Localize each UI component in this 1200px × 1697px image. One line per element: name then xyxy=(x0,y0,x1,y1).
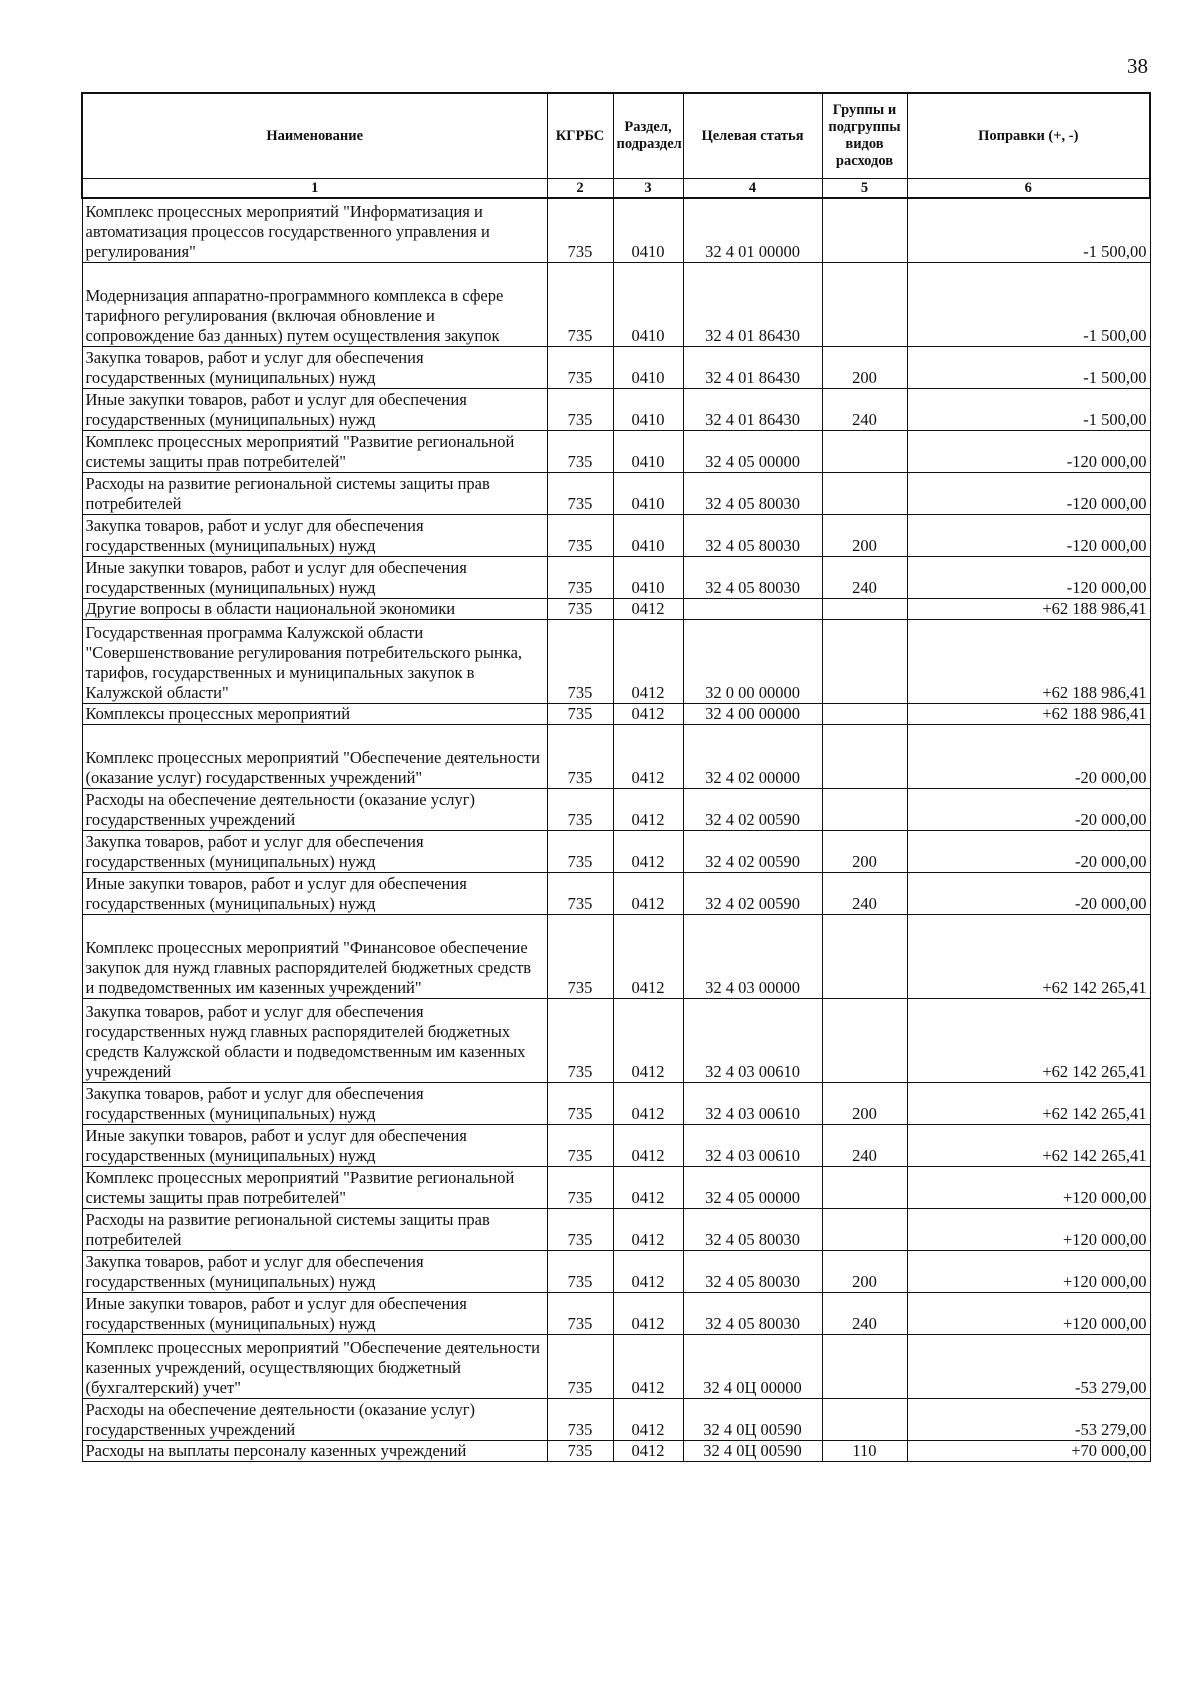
column-index: 6 xyxy=(907,179,1150,199)
page-number: 38 xyxy=(1127,54,1148,78)
cell-name: Иные закупки товаров, работ и услуг для обеспечения государственных (муниципальных) нужд xyxy=(82,1124,547,1166)
cell-kgrbs: 735 xyxy=(547,262,613,346)
cell-amount: +62 142 265,41 xyxy=(907,1082,1150,1124)
cell-target: 32 4 05 80030 xyxy=(683,556,822,598)
table-row xyxy=(82,703,1150,724)
table-row xyxy=(82,1166,1150,1208)
cell-target: 32 4 03 00610 xyxy=(683,1124,822,1166)
cell-target: 32 4 05 80030 xyxy=(683,472,822,514)
cell-group xyxy=(822,1208,907,1250)
cell-name: Комплекс процессных мероприятий "Финансовое обеспечение закупок для нужд главных распорядителей бюджетных средств и подведомственных им казенных учреждений" xyxy=(82,914,547,998)
column-header: Раздел, подраздел xyxy=(613,93,683,179)
cell-amount: +120 000,00 xyxy=(907,1292,1150,1334)
cell-kgrbs: 735 xyxy=(547,1124,613,1166)
cell-target: 32 4 03 00610 xyxy=(683,998,822,1082)
cell-name: Расходы на обеспечение деятельности (оказание услуг) государственных учреждений xyxy=(82,788,547,830)
table-row xyxy=(82,198,1150,262)
cell-amount: -120 000,00 xyxy=(907,430,1150,472)
cell-amount: -1 500,00 xyxy=(907,262,1150,346)
cell-section: 0412 xyxy=(613,1166,683,1208)
cell-kgrbs: 735 xyxy=(547,872,613,914)
column-header: Целевая статья xyxy=(683,93,822,179)
table-row xyxy=(82,1292,1150,1334)
table-row xyxy=(82,1334,1150,1398)
header-row xyxy=(82,93,1150,179)
cell-group xyxy=(822,998,907,1082)
cell-name: Комплекс процессных мероприятий "Развитие региональной системы защиты прав потребителей" xyxy=(82,1166,547,1208)
cell-amount: +70 000,00 xyxy=(907,1440,1150,1461)
cell-amount: -20 000,00 xyxy=(907,724,1150,788)
cell-group xyxy=(822,619,907,703)
column-index: 2 xyxy=(547,179,613,199)
cell-section: 0410 xyxy=(613,262,683,346)
cell-target: 32 4 02 00590 xyxy=(683,872,822,914)
cell-section: 0412 xyxy=(613,1292,683,1334)
cell-target: 32 4 05 80030 xyxy=(683,514,822,556)
cell-group: 240 xyxy=(822,556,907,598)
cell-section: 0412 xyxy=(613,788,683,830)
cell-group xyxy=(822,724,907,788)
cell-name: Иные закупки товаров, работ и услуг для обеспечения государственных (муниципальных) нужд xyxy=(82,872,547,914)
cell-kgrbs: 735 xyxy=(547,830,613,872)
table-row xyxy=(82,1250,1150,1292)
cell-section: 0412 xyxy=(613,998,683,1082)
column-index: 3 xyxy=(613,179,683,199)
cell-amount: +62 142 265,41 xyxy=(907,914,1150,998)
cell-group: 110 xyxy=(822,1440,907,1461)
table-row xyxy=(82,619,1150,703)
cell-section: 0412 xyxy=(613,1334,683,1398)
table-row xyxy=(82,598,1150,619)
cell-amount: -20 000,00 xyxy=(907,830,1150,872)
cell-amount: -120 000,00 xyxy=(907,472,1150,514)
cell-section: 0410 xyxy=(613,430,683,472)
table-row xyxy=(82,1082,1150,1124)
cell-group xyxy=(822,472,907,514)
cell-kgrbs: 735 xyxy=(547,1440,613,1461)
cell-section: 0412 xyxy=(613,703,683,724)
cell-group: 200 xyxy=(822,1250,907,1292)
table-row xyxy=(82,872,1150,914)
cell-section: 0412 xyxy=(613,914,683,998)
cell-section: 0412 xyxy=(613,724,683,788)
cell-kgrbs: 735 xyxy=(547,619,613,703)
cell-group: 240 xyxy=(822,1124,907,1166)
column-header: КГРБС xyxy=(547,93,613,179)
cell-target: 32 4 05 00000 xyxy=(683,430,822,472)
cell-section: 0410 xyxy=(613,514,683,556)
cell-target: 32 4 05 80030 xyxy=(683,1208,822,1250)
cell-name: Иные закупки товаров, работ и услуг для обеспечения государственных (муниципальных) нужд xyxy=(82,388,547,430)
cell-target: 32 4 03 00000 xyxy=(683,914,822,998)
cell-target: 32 4 03 00610 xyxy=(683,1082,822,1124)
table-row xyxy=(82,914,1150,998)
cell-section: 0412 xyxy=(613,1250,683,1292)
table-row xyxy=(82,1440,1150,1461)
cell-name: Закупка товаров, работ и услуг для обеспечения государственных (муниципальных) нужд xyxy=(82,514,547,556)
cell-kgrbs: 735 xyxy=(547,914,613,998)
cell-name: Закупка товаров, работ и услуг для обеспечения государственных (муниципальных) нужд xyxy=(82,346,547,388)
table-row xyxy=(82,830,1150,872)
cell-section: 0412 xyxy=(613,1124,683,1166)
cell-group: 200 xyxy=(822,346,907,388)
table-row xyxy=(82,514,1150,556)
cell-group: 240 xyxy=(822,388,907,430)
cell-amount: +62 142 265,41 xyxy=(907,1124,1150,1166)
cell-amount: -20 000,00 xyxy=(907,872,1150,914)
column-header: Поправки (+, -) xyxy=(907,93,1150,179)
table-row xyxy=(82,724,1150,788)
cell-kgrbs: 735 xyxy=(547,1398,613,1440)
cell-kgrbs: 735 xyxy=(547,198,613,262)
cell-amount: -20 000,00 xyxy=(907,788,1150,830)
cell-group xyxy=(822,262,907,346)
table-row xyxy=(82,388,1150,430)
cell-section: 0412 xyxy=(613,1440,683,1461)
cell-kgrbs: 735 xyxy=(547,514,613,556)
cell-section: 0412 xyxy=(613,619,683,703)
cell-target: 32 4 01 00000 xyxy=(683,198,822,262)
cell-kgrbs: 735 xyxy=(547,388,613,430)
table-row xyxy=(82,788,1150,830)
cell-group xyxy=(822,914,907,998)
cell-target: 32 0 00 00000 xyxy=(683,619,822,703)
table-row xyxy=(82,998,1150,1082)
cell-kgrbs: 735 xyxy=(547,1334,613,1398)
budget-amendments-table xyxy=(81,92,1151,1462)
column-header: Группы и подгруппы видов расходов xyxy=(822,93,907,179)
cell-name: Закупка товаров, работ и услуг для обеспечения государственных (муниципальных) нужд xyxy=(82,830,547,872)
cell-kgrbs: 735 xyxy=(547,788,613,830)
cell-name: Модернизация аппаратно-программного комплекса в сфере тарифного регулирования (включая обновление и сопровождение баз данных) путем осуществления закупок xyxy=(82,262,547,346)
cell-section: 0412 xyxy=(613,872,683,914)
table-row xyxy=(82,1124,1150,1166)
cell-kgrbs: 735 xyxy=(547,1250,613,1292)
cell-kgrbs: 735 xyxy=(547,430,613,472)
cell-group: 240 xyxy=(822,872,907,914)
cell-amount: +120 000,00 xyxy=(907,1166,1150,1208)
cell-kgrbs: 735 xyxy=(547,998,613,1082)
cell-name: Иные закупки товаров, работ и услуг для обеспечения государственных (муниципальных) нужд xyxy=(82,1292,547,1334)
cell-target: 32 4 05 80030 xyxy=(683,1292,822,1334)
cell-kgrbs: 735 xyxy=(547,1082,613,1124)
cell-section: 0412 xyxy=(613,830,683,872)
cell-section: 0410 xyxy=(613,346,683,388)
cell-name: Закупка товаров, работ и услуг для обеспечения государственных (муниципальных) нужд xyxy=(82,1250,547,1292)
cell-kgrbs: 735 xyxy=(547,472,613,514)
cell-amount: +62 188 986,41 xyxy=(907,703,1150,724)
cell-amount: +62 188 986,41 xyxy=(907,619,1150,703)
column-header: Наименование xyxy=(82,93,547,179)
cell-kgrbs: 735 xyxy=(547,703,613,724)
table-row xyxy=(82,346,1150,388)
column-index: 4 xyxy=(683,179,822,199)
cell-section: 0412 xyxy=(613,1208,683,1250)
table-row xyxy=(82,556,1150,598)
cell-name: Закупка товаров, работ и услуг для обеспечения государственных нужд главных распорядителей бюджетных средств Калужской области и подведомственным им казенных учреждений xyxy=(82,998,547,1082)
cell-section: 0412 xyxy=(613,1398,683,1440)
cell-target: 32 4 00 00000 xyxy=(683,703,822,724)
column-index: 5 xyxy=(822,179,907,199)
cell-name: Расходы на развитие региональной системы защиты прав потребителей xyxy=(82,472,547,514)
cell-group xyxy=(822,703,907,724)
cell-amount: -120 000,00 xyxy=(907,556,1150,598)
cell-target xyxy=(683,598,822,619)
cell-kgrbs: 735 xyxy=(547,1208,613,1250)
cell-kgrbs: 735 xyxy=(547,1166,613,1208)
cell-amount: +62 142 265,41 xyxy=(907,998,1150,1082)
cell-amount: +120 000,00 xyxy=(907,1250,1150,1292)
cell-target: 32 4 0Ц 00000 xyxy=(683,1334,822,1398)
cell-name: Комплекс процессных мероприятий "Обеспечение деятельности казенных учреждений, осуществляющих бюджетный (бухгалтерский) учет" xyxy=(82,1334,547,1398)
cell-target: 32 4 02 00590 xyxy=(683,830,822,872)
cell-group xyxy=(822,1334,907,1398)
cell-amount: -53 279,00 xyxy=(907,1398,1150,1440)
cell-target: 32 4 01 86430 xyxy=(683,262,822,346)
cell-target: 32 4 02 00000 xyxy=(683,724,822,788)
cell-group xyxy=(822,430,907,472)
cell-group: 240 xyxy=(822,1292,907,1334)
cell-name: Иные закупки товаров, работ и услуг для обеспечения государственных (муниципальных) нужд xyxy=(82,556,547,598)
cell-name: Расходы на обеспечение деятельности (оказание услуг) государственных учреждений xyxy=(82,1398,547,1440)
cell-kgrbs: 735 xyxy=(547,556,613,598)
table-row xyxy=(82,472,1150,514)
cell-amount: +62 188 986,41 xyxy=(907,598,1150,619)
cell-group: 200 xyxy=(822,514,907,556)
cell-target: 32 4 0Ц 00590 xyxy=(683,1440,822,1461)
cell-name: Другие вопросы в области национальной экономики xyxy=(82,598,547,619)
cell-target: 32 4 0Ц 00590 xyxy=(683,1398,822,1440)
cell-target: 32 4 01 86430 xyxy=(683,388,822,430)
cell-section: 0412 xyxy=(613,1082,683,1124)
table-body xyxy=(82,198,1150,1461)
cell-group xyxy=(822,1166,907,1208)
table-row xyxy=(82,430,1150,472)
cell-name: Государственная программа Калужской области "Совершенствование регулирования потребительского рынка, тарифов, государственных и муниципальных закупок в Калужской области" xyxy=(82,619,547,703)
cell-amount: -1 500,00 xyxy=(907,198,1150,262)
cell-group: 200 xyxy=(822,1082,907,1124)
cell-name: Расходы на выплаты персоналу казенных учреждений xyxy=(82,1440,547,1461)
cell-group xyxy=(822,198,907,262)
cell-kgrbs: 735 xyxy=(547,1292,613,1334)
table-row xyxy=(82,1398,1150,1440)
cell-amount: -1 500,00 xyxy=(907,346,1150,388)
cell-target: 32 4 02 00590 xyxy=(683,788,822,830)
cell-name: Комплекс процессных мероприятий "Информатизация и автоматизация процессов государственного управления и регулирования" xyxy=(82,198,547,262)
cell-amount: -1 500,00 xyxy=(907,388,1150,430)
cell-group xyxy=(822,788,907,830)
cell-section: 0412 xyxy=(613,598,683,619)
cell-name: Комплекс процессных мероприятий "Обеспечение деятельности (оказание услуг) государственных учреждений" xyxy=(82,724,547,788)
cell-section: 0410 xyxy=(613,472,683,514)
cell-name: Закупка товаров, работ и услуг для обеспечения государственных (муниципальных) нужд xyxy=(82,1082,547,1124)
cell-kgrbs: 735 xyxy=(547,724,613,788)
cell-name: Расходы на развитие региональной системы защиты прав потребителей xyxy=(82,1208,547,1250)
cell-amount: +120 000,00 xyxy=(907,1208,1150,1250)
cell-section: 0410 xyxy=(613,198,683,262)
table-row xyxy=(82,262,1150,346)
cell-group xyxy=(822,1398,907,1440)
table-row xyxy=(82,1208,1150,1250)
cell-amount: -120 000,00 xyxy=(907,514,1150,556)
column-index: 1 xyxy=(82,179,547,199)
cell-name: Комплекс процессных мероприятий "Развитие региональной системы защиты прав потребителей" xyxy=(82,430,547,472)
cell-target: 32 4 05 00000 xyxy=(683,1166,822,1208)
cell-target: 32 4 05 80030 xyxy=(683,1250,822,1292)
cell-amount: -53 279,00 xyxy=(907,1334,1150,1398)
cell-group xyxy=(822,598,907,619)
cell-kgrbs: 735 xyxy=(547,598,613,619)
cell-section: 0410 xyxy=(613,388,683,430)
column-index-row xyxy=(82,179,1150,199)
cell-target: 32 4 01 86430 xyxy=(683,346,822,388)
cell-section: 0410 xyxy=(613,556,683,598)
cell-group: 200 xyxy=(822,830,907,872)
cell-kgrbs: 735 xyxy=(547,346,613,388)
cell-name: Комплексы процессных мероприятий xyxy=(82,703,547,724)
